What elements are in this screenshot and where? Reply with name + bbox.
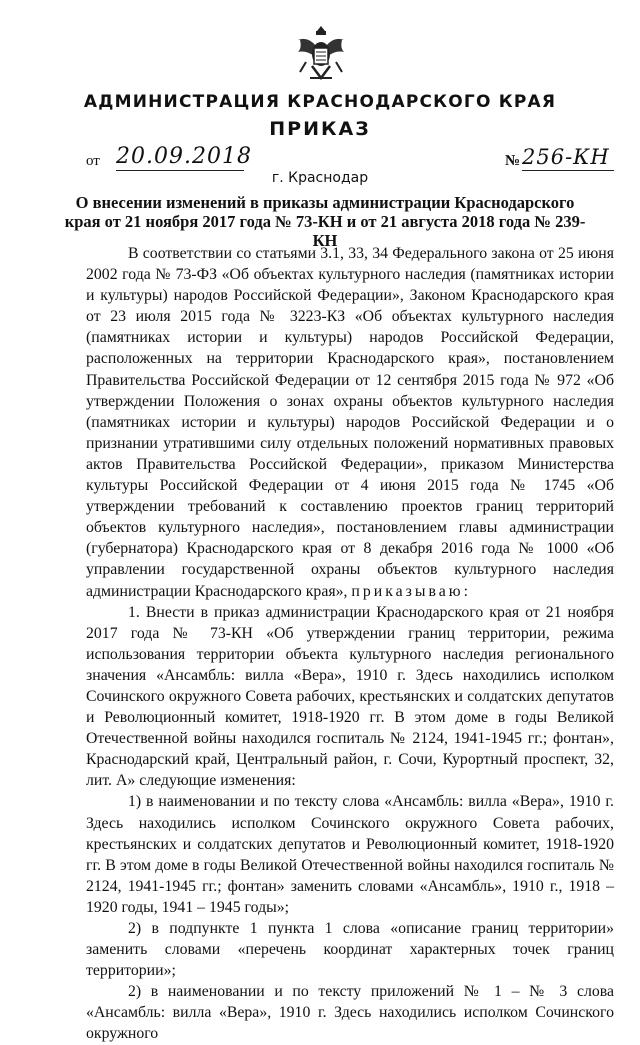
document-type: ПРИКАЗ xyxy=(269,118,371,140)
paragraph-item-1: 1. Внести в приказ администрации Краснодарского края от 21 ноября 2017 года № 73-КН «Об утверждении границ территории, режима использования территории объекта культурного наследия регионального значения «Ансамбль: вилла «Вера», 1910 г. Здесь находились исполком Сочинского окружного Совета рабочих, крестьянских и солдатских депутатов и Революционный комитет, 1918-1920 гг. В этом доме в годы Великой Отечественной войны находился госпиталь № 2124, 1941-1945 гг.; фонтан», Краснодарский край, Центральный район, г. Сочи, Курортный проспект, 32, лит. А» следующие изменения: xyxy=(86,603,614,790)
number-label: № xyxy=(505,153,521,169)
order-word: приказываю: xyxy=(351,582,471,600)
paragraph-subitem-2b: 2) в наименовании и по тексту приложений № 1 – № 3 слова «Ансамбль: вилла «Вера», 1910 г. Здесь находились исполком Сочинского окружного xyxy=(86,983,614,1043)
organization-name: АДМИНИСТРАЦИЯ КРАСНОДАРСКОГО КРАЯ xyxy=(83,92,557,112)
paragraph-subitem-1: 1) в наименовании и по тексту слова «Ансамбль: вилла «Вера», 1910 г. Здесь находились исполком Сочинского окружного Совета рабочих, крестьянских и солдатских депутатов и Революционный комитет, 1918-1920 гг. В этом доме в годы Великой Отечественной войны находился госпиталь № 2124, 1941-1945 гг.; фонтан» заменить словами «Ансамбль», 1910 г., 1918 – 1920 годы, 1941 – 1945 годы»; xyxy=(86,793,614,916)
document-title: О внесении изменений в приказы администрации Краснодарского края от 21 ноября 2017 года № 73-КН и от 21 августа 2018 года № 239-КН xyxy=(64,193,586,250)
paragraph-subitem-2: 2) в подпункте 1 пункта 1 слова «описание границ территории» заменить словами «перечень координат характерных точек границ территории»; xyxy=(86,920,614,980)
document-body xyxy=(86,243,614,1045)
paragraph-preamble xyxy=(86,243,614,602)
preamble-text: В соответствии со статьями 3.1, 33, 34 Федерального закона от 25 июня 2002 года № 73-ФЗ «Об объектах культурного наследия (памятниках истории и культуры) народов Российской Федерации», Законом Краснодарского края от 23 июля 2015 года № 3223-КЗ «Об объектах культурного наследия (памятниках истории и культуры) народов Российской Федерации, расположенных на территории Краснодарского края», постановлением Правительства Российской Федерации от 12 сентября 2015 года № 972 «Об утверждении Положения о зонах охраны объектов культурного наследия (памятниках истории и культуры) народов Российской Федерации и о признании утратившими силу отдельных положений нормативных правовых актов Правительства Российской Федерации», приказом Министерства культуры Российской Федерации от 4 июня 2015 года № 1745 «Об утверждении требований к составлению проектов границ территорий объектов культурного наследия», постановлением главы администрации (губернатора) Краснодарского края от 8 декабря 2016 года № 1000 «Об управлении государственной охраны объектов культурного наследия администрации Краснодарского края», xyxy=(86,245,614,600)
date-handwritten: 20.09.2018 xyxy=(116,144,252,169)
date-label: от xyxy=(86,153,100,169)
number-handwritten: 256-КН xyxy=(522,144,614,171)
city: г. Краснодар xyxy=(271,170,369,186)
coat-of-arms-emblem xyxy=(292,22,350,86)
